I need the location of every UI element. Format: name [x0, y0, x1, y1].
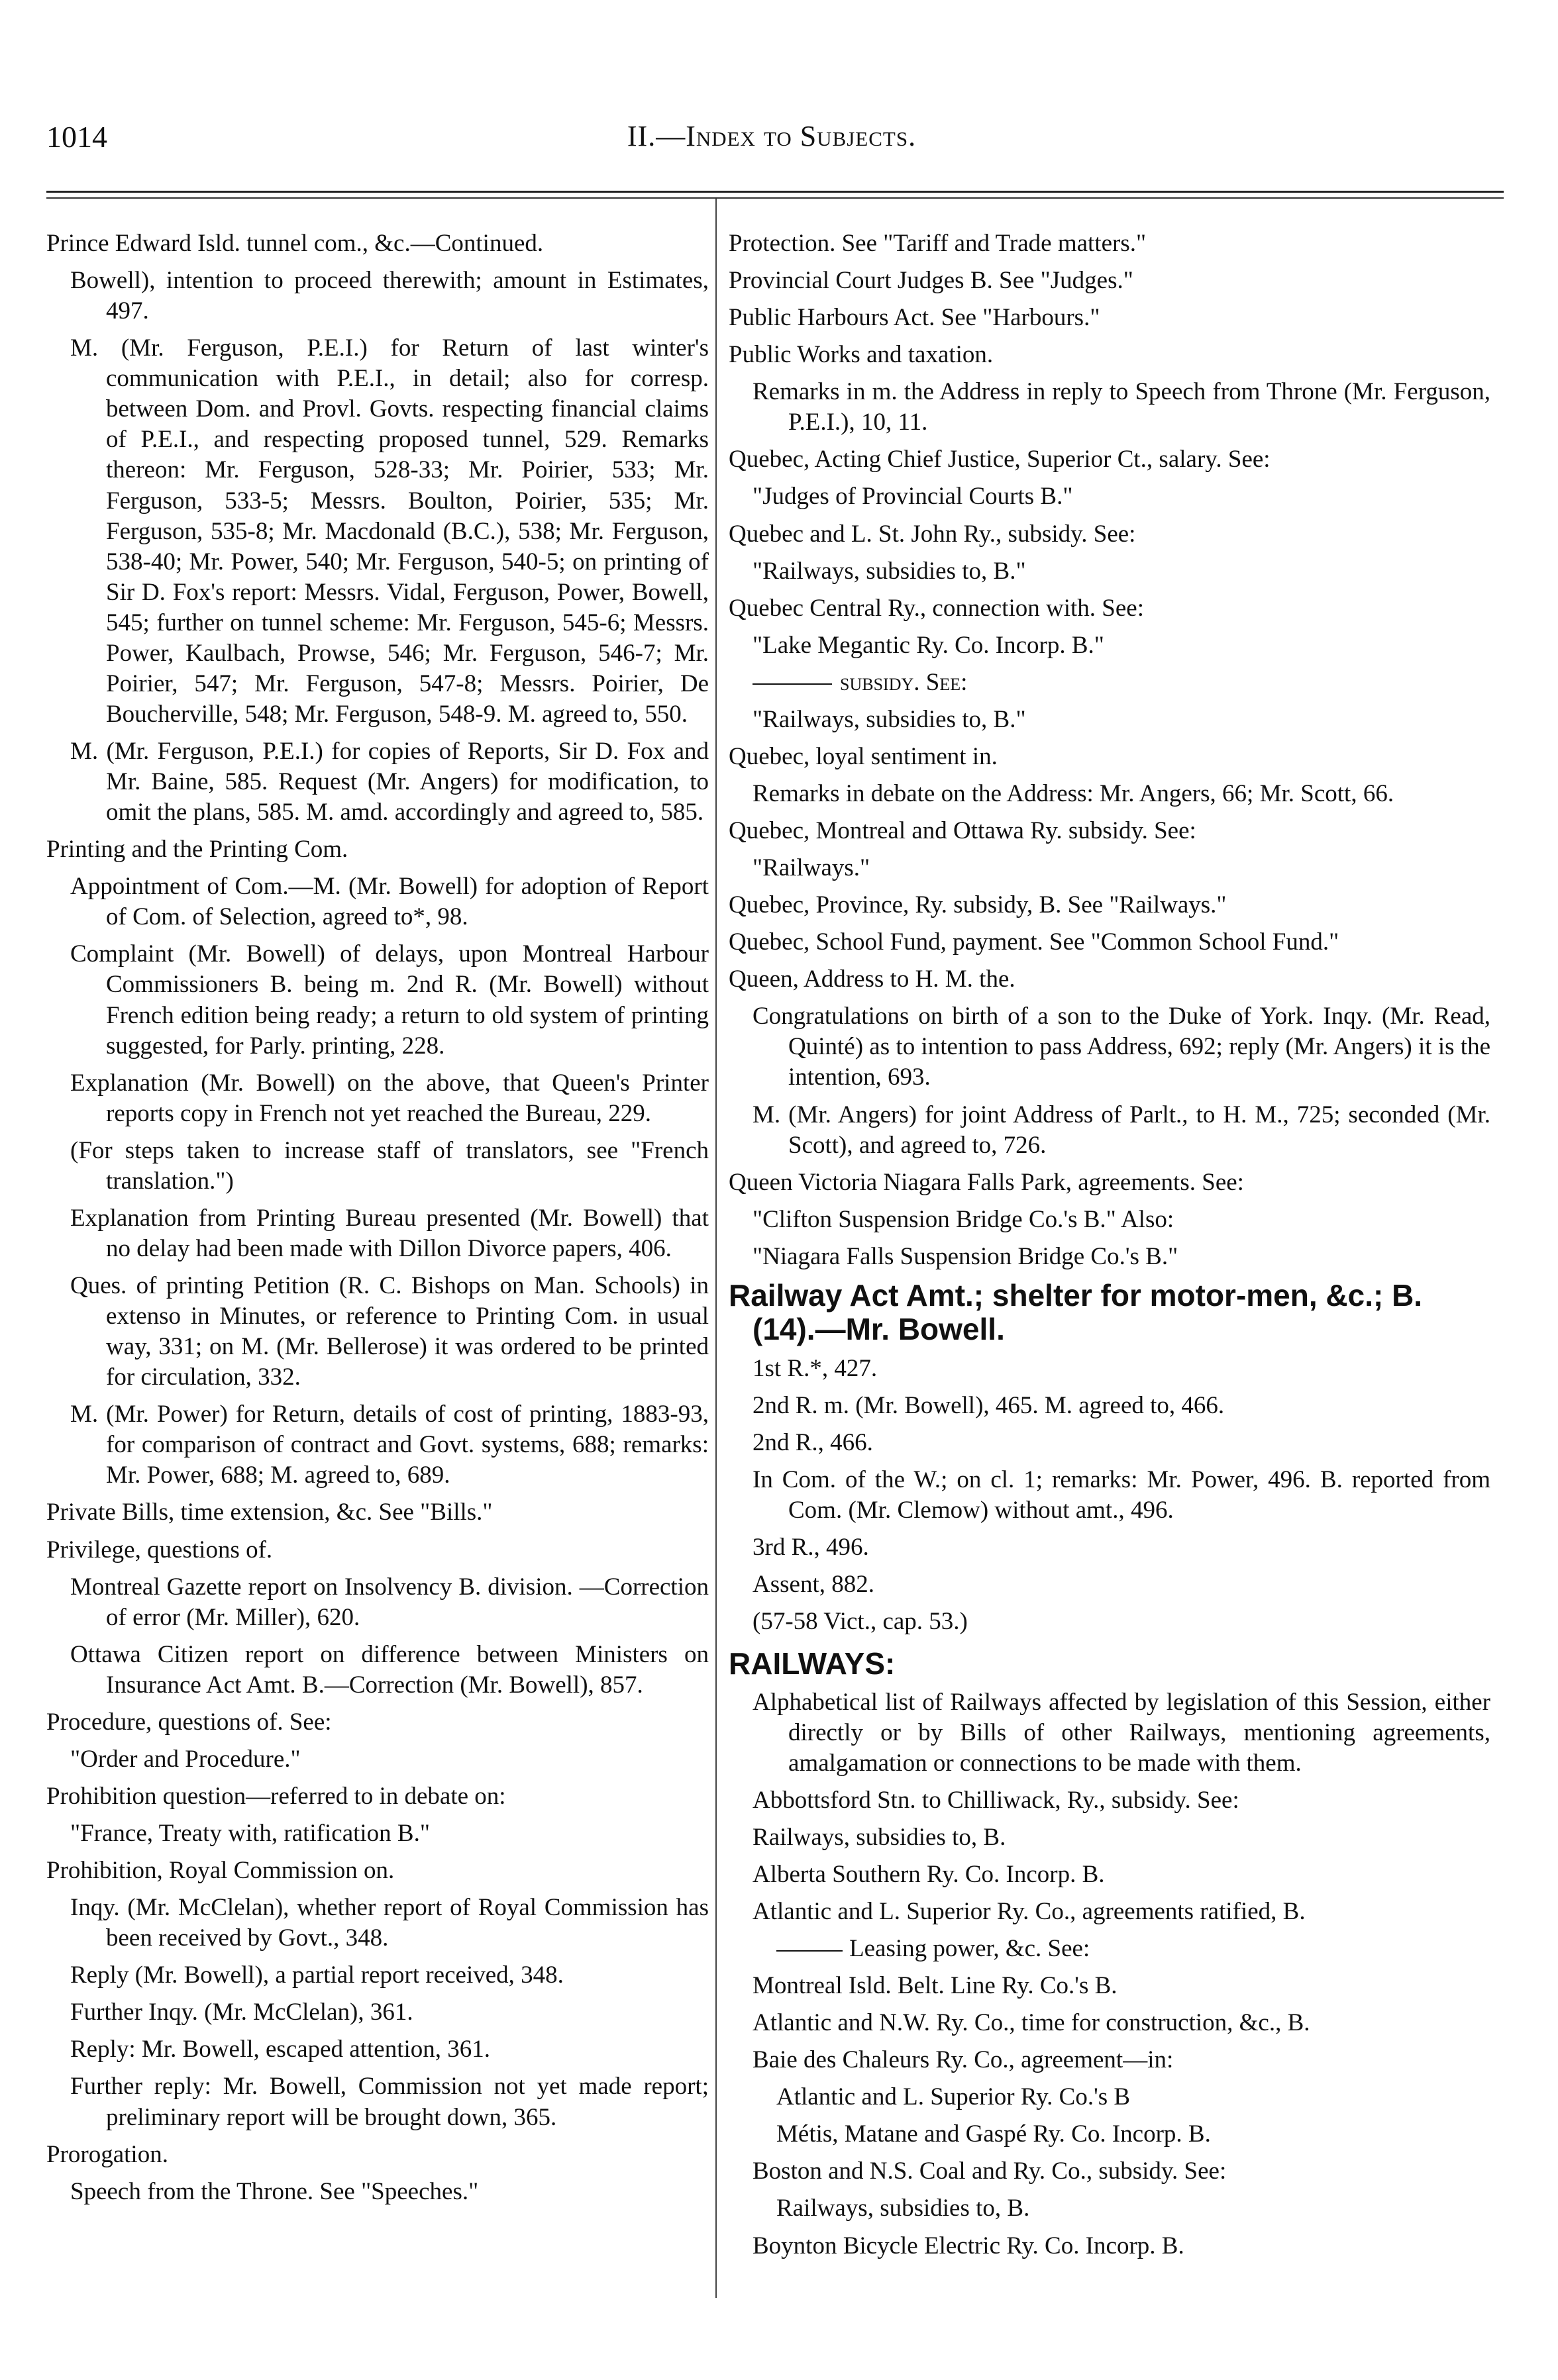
index-heading: Quebec and L. St. John Ry., subsidy. See:	[729, 520, 1136, 548]
bill-heading: Railway Act Amt.; shelter for motor-men, &c.; B. (14).—Mr. Bowell.	[729, 1277, 1423, 1347]
index-subentry: 1st R.*, 427.	[753, 1354, 878, 1382]
index-subentry: Alberta Southern Ry. Co. Incorp. B.	[753, 1860, 1105, 1888]
index-subentry: Complaint (Mr. Bowell) of delays, upon Montreal Harbour Commissioners B. being m. 2nd R. (Mr. Bowell) without French edition being ready; a return to old system of printing suggested, for Parly. printing, 228.	[70, 940, 709, 1060]
index-heading-continued	[729, 668, 1490, 698]
page-number: 1014	[46, 120, 107, 154]
index-subentry: "Niagara Falls Suspension Bridge Co.'s B."	[753, 1242, 1178, 1270]
index-heading: Procedure, questions of. See:	[46, 1708, 332, 1736]
index-subentry: Baie des Chaleurs Ry. Co., agreement—in:	[753, 2046, 1174, 2074]
index-heading: Queen, Address to H. M. the.	[729, 966, 1015, 993]
index-heading: Quebec, Province, Ry. subsidy, B. See "Railways."	[729, 891, 1227, 919]
ditto-dash	[776, 1950, 843, 1952]
index-subentry: Speech from the Throne. See "Speeches."	[70, 2177, 479, 2205]
index-heading: Prohibition question—referred to in debate on:	[46, 1782, 506, 1810]
index-subentry: Abbottsford Stn. to Chilliwack, Ry., subsidy. See:	[753, 1786, 1239, 1814]
index-subentry: Boynton Bicycle Electric Ry. Co. Incorp. B.	[753, 2232, 1184, 2259]
page-header	[46, 119, 1497, 172]
index-subentry: Explanation from Printing Bureau presented (Mr. Bowell) that no delay had been made with Dillon Divorce papers, 406.	[70, 1204, 709, 1262]
index-subentry: Ques. of printing Petition (R. C. Bishops on Man. Schools) in extenso in Minutes, or reference to Printing Com. in usual way, 331; on M. (Mr. Bellerose) it was ordered to be printed for circulation, 332.	[70, 1272, 709, 1391]
index-heading: Quebec, School Fund, payment. See "Common School Fund."	[729, 928, 1339, 956]
index-heading: Prohibition, Royal Commission on.	[46, 1857, 395, 1885]
index-subentry: "Order and Procedure."	[70, 1745, 301, 1773]
index-subentry: Montreal Gazette report on Insolvency B. division. —Correction of error (Mr. Miller), 620.	[70, 1573, 709, 1631]
index-subentry: "France, Treaty with, ratification B."	[70, 1820, 430, 1847]
index-subentry: Remarks in debate on the Address: Mr. Angers, 66; Mr. Scott, 66.	[753, 779, 1394, 807]
index-subentry: "Judges of Provincial Courts B."	[753, 483, 1073, 511]
index-subentry: Railways, subsidies to, B.	[753, 1823, 1006, 1851]
index-subentry: Ottawa Citizen report on difference between Ministers on Insurance Act Amt. B.—Correction (Mr. Bowell), 857.	[70, 1640, 709, 1699]
index-subentry: Montreal Isld. Belt. Line Ry. Co.'s B.	[753, 1972, 1117, 2000]
index-heading: Quebec Central Ry., connection with. See:	[729, 594, 1144, 622]
index-subentry: "Lake Megantic Ry. Co. Incorp. B."	[753, 631, 1104, 659]
index-subentry: Alphabetical list of Railways affected by legislation of this Session, either directly or by Bills of other Railways, mentioning agreements, amalgamation or connections to be made with them.	[753, 1688, 1490, 1777]
index-subentry-nested: Atlantic and L. Superior Ry. Co.'s B	[776, 2083, 1131, 2111]
index-subentry: Bowell), intention to proceed therewith; amount in Estimates, 497.	[70, 267, 709, 325]
index-subentry: 2nd R. m. (Mr. Bowell), 465. M. agreed to, 466.	[753, 1391, 1225, 1419]
index-subentry: 3rd R., 496.	[753, 1534, 869, 1562]
index-subentry: "Clifton Suspension Bridge Co.'s B." Also:	[753, 1205, 1174, 1233]
index-heading: Protection. See "Tariff and Trade matters."	[729, 230, 1147, 257]
index-heading: Private Bills, time extension, &c. See "Bills."	[46, 1499, 493, 1526]
index-heading: Quebec, loyal sentiment in.	[729, 742, 998, 770]
index-heading: Provincial Court Judges B. See "Judges."	[729, 267, 1133, 295]
section-heading: RAILWAYS:	[729, 1646, 896, 1681]
ditto-dash	[753, 683, 832, 685]
index-subentry: Atlantic and L. Superior Ry. Co., agreements ratified, B.	[753, 1897, 1306, 1925]
index-subentry-continued	[729, 1934, 1490, 1964]
index-subentry: (57-58 Vict., cap. 53.)	[753, 1608, 968, 1636]
index-subentry: M. (Mr. Power) for Return, details of cost of printing, 1883-93, for comparison of contract and Govt. systems, 688; remarks: Mr. Power, 688; M. agreed to, 689.	[70, 1401, 709, 1489]
entry-text: subsidy. See:	[840, 668, 968, 696]
index-heading: Prorogation.	[46, 2140, 168, 2168]
index-heading: Printing and the Printing Com.	[46, 836, 348, 864]
index-heading: Public Harbours Act. See "Harbours."	[729, 304, 1100, 332]
index-subentry-nested: Railways, subsidies to, B.	[776, 2195, 1030, 2222]
index-subentry: M. (Mr. Angers) for joint Address of Parlt., to H. M., 725; seconded (Mr. Scott), and agreed to, 726.	[753, 1101, 1490, 1159]
index-subentry: "Railways, subsidies to, B."	[753, 705, 1026, 733]
index-heading: Queen Victoria Niagara Falls Park, agreements. See:	[729, 1168, 1244, 1196]
index-subentry: Further reply: Mr. Bowell, Commission not yet made report; preliminary report will be brought down, 365.	[70, 2073, 709, 2131]
running-title: II.—Index to Subjects.	[627, 120, 917, 152]
index-subentry: Inqy. (Mr. McClelan), whether report of Royal Commission has been received by Govt., 348.	[70, 1894, 709, 1952]
index-subentry: Explanation (Mr. Bowell) on the above, that Queen's Printer reports copy in French not yet reached the Bureau, 229.	[70, 1069, 709, 1127]
index-subentry: (For steps taken to increase staff of translators, see "French translation.")	[70, 1136, 709, 1195]
index-subentry: Remarks in m. the Address in reply to Speech from Throne (Mr. Ferguson, P.E.I.), 10, 11.	[753, 378, 1490, 436]
header-rule-top	[46, 191, 1504, 193]
index-subentry: Further Inqy. (Mr. McClelan), 361.	[70, 1999, 413, 2026]
index-heading: Quebec, Montreal and Ottawa Ry. subsidy. See:	[729, 817, 1196, 844]
index-subentry: 2nd R., 466.	[753, 1428, 873, 1456]
index-subentry: M. (Mr. Ferguson, P.E.I.) for Return of last winter's communication with P.E.I., in detail; also for corresp. between Dom. and Provl. Govts. respecting financial claims of P.E.I., and respecting proposed tunnel, 529. Remarks thereon: Mr. Ferguson, 528-33; Mr. Poirier, 533; Mr. Ferguson, 533-5; Messrs. Boulton, Poirier, 535; Mr. Ferguson, 535-8; Mr. Macdonald (B.C.), 538; Mr. Ferguson, 538-40; Mr. Power, 540; Mr. Ferguson, 540-5; on printing of Sir D. Fox's report: Messrs. Vidal, Ferguson, Power, Bowell, 545; further on tunnel scheme: Mr. Ferguson, 545-6; Messrs. Power, Kaulbach, Prowse, 546; Mr. Ferguson, 546-7; Mr. Poirier, 547; Mr. Ferguson, 547-8; Messrs. Poirier, De Boucherville, 548; Mr. Ferguson, 548-9. M. agreed to, 550.	[70, 334, 709, 728]
index-subentry: Reply: Mr. Bowell, escaped attention, 361.	[70, 2036, 491, 2063]
index-subentry: Appointment of Com.—M. (Mr. Bowell) for adoption of Report of Com. of Selection, agreed to*, 98.	[70, 873, 709, 931]
index-subentry: "Railways, subsidies to, B."	[753, 557, 1026, 585]
index-subentry: Assent, 882.	[753, 1571, 874, 1599]
index-subentry-nested: Métis, Matane and Gaspé Ry. Co. Incorp. B.	[776, 2120, 1211, 2148]
index-subentry: Reply (Mr. Bowell), a partial report received, 348.	[70, 1961, 564, 1989]
left-column	[46, 228, 709, 2214]
index-subentry: "Railways."	[753, 854, 870, 882]
index-heading: Prince Edward Isld. tunnel com., &c.—Continued.	[46, 230, 544, 257]
right-column	[729, 228, 1490, 2268]
index-heading: Quebec, Acting Chief Justice, Superior Ct., salary. See:	[729, 446, 1271, 473]
header-rule-bottom	[46, 197, 1504, 199]
index-heading: Public Works and taxation.	[729, 341, 994, 369]
index-subentry: In Com. of the W.; on cl. 1; remarks: Mr. Power, 496. B. reported from Com. (Mr. Clemow) without amt., 496.	[753, 1466, 1490, 1524]
index-heading: Privilege, questions of.	[46, 1536, 273, 1563]
entry-text: Leasing power, &c. See:	[849, 1935, 1090, 1963]
index-subentry: M. (Mr. Ferguson, P.E.I.) for copies of Reports, Sir D. Fox and Mr. Baine, 585. Request (Mr. Angers) for modification, to omit the plans, 585. M. amd. accordingly and agreed to, 585.	[70, 738, 709, 826]
index-subentry: Congratulations on birth of a son to the Duke of York. Inqy. (Mr. Read, Quinté) as to intention to pass Address, 692; reply (Mr. Angers) it is the intention, 693.	[753, 1003, 1490, 1091]
column-divider	[715, 199, 717, 2298]
index-subentry: Boston and N.S. Coal and Ry. Co., subsidy. See:	[753, 2157, 1227, 2185]
index-subentry: Atlantic and N.W. Ry. Co., time for construction, &c., B.	[753, 2009, 1310, 2037]
